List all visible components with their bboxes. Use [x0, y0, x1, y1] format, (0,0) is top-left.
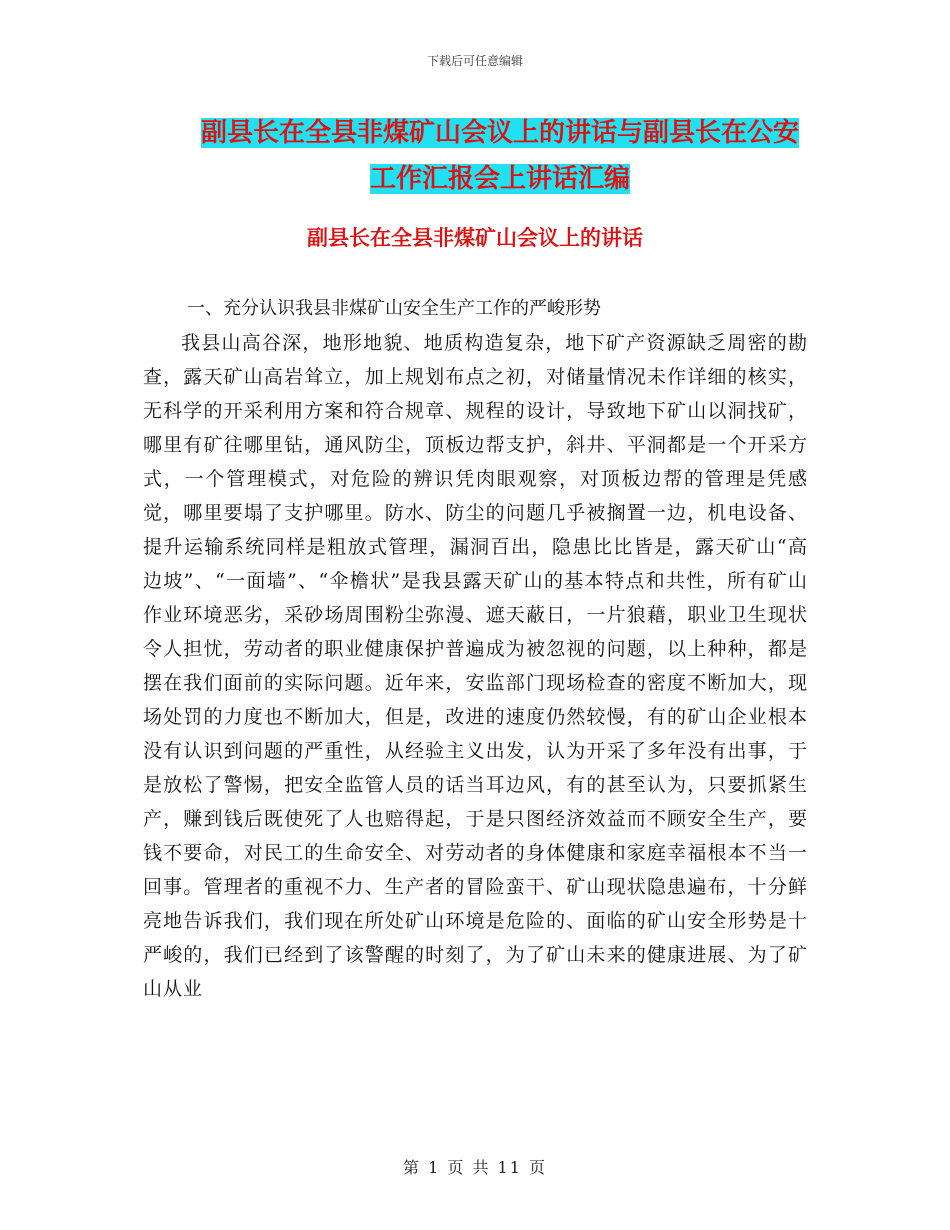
page-header-note: 下载后可任意编辑: [426, 54, 523, 68]
document-title-line2: 工作汇报会上讲话汇编: [369, 164, 630, 194]
section-heading: 一、充分认识我县非煤矿山安全生产工作的严峻形势: [187, 298, 601, 319]
body-paragraph: 我县山高谷深，地形地貌、地质构造复杂，地下矿产资源缺乏周密的勘查，露天矿山高岩耸立，加上规划布点之初，对储量情况未作详细的核实，无科学的开采利用方案和符合规章、规程的设计，导致地下矿山以洞找矿，哪里有矿往哪里钻，通风防尘，顶板边帮支护，斜井、平洞都是一个开采方式，一个管理模式，对危险的辨识凭肉眼观察，对顶板边帮的管理是凭感觉，哪里要塌了支护哪里。防水、防尘的问题几乎被搁置一边，机电设备、提升运输系统同样是粗放式管理，漏洞百出，隐患比比皆是，露天矿山“高边坡”、“一面墙”、“伞檐状”是我县露天矿山的基本特点和共性，所有矿山作业环境恶劣，采砂场周围粉尘弥漫、遮天蔽日，一片狼藉，职业卫生现状令人担忧，劳动者的职业健康保护普遍成为被忽视的问题，以上种种，都是摆在我们面前的实际问题。近年来，安监部门现场检查的密度不断加大，现场处罚的力度也不断加大，但是，改进的速度仍然较慢，有的矿山企业根本没有认识到问题的严重性，从经验主义出发，认为开采了多年没有出事，于是放松了警惕，把安全监管人员的话当耳边风，有的甚至认为，只要抓紧生产，赚到钱后既使死了人也赔得起，于是只图经济效益而不顾安全生产，要钱不要命，对民工的生命安全、对劳动者的身体健康和家庭幸福根本不当一回事。管理者的重视不力、生产者的冒险蛮干、矿山现状隐患遍布，十分鲜亮地告诉我们，我们现在所处矿山环境是危险的、面临的矿山安全形势是十严峻的，我们已经到了该警醒的时刻了，为了矿山未来的健康进展、为了矿山从业: [143, 332, 808, 1000]
document-title-line1: 副县长在全县非煤矿山会议上的讲话与副县长在公安: [200, 118, 799, 148]
page-number-footer: 第 1 页 共 11 页: [403, 1158, 547, 1177]
document-title: [150, 110, 850, 202]
document-body: [143, 292, 808, 1006]
speech-subtitle: 副县长在全县非煤矿山会议上的讲话: [307, 226, 643, 250]
